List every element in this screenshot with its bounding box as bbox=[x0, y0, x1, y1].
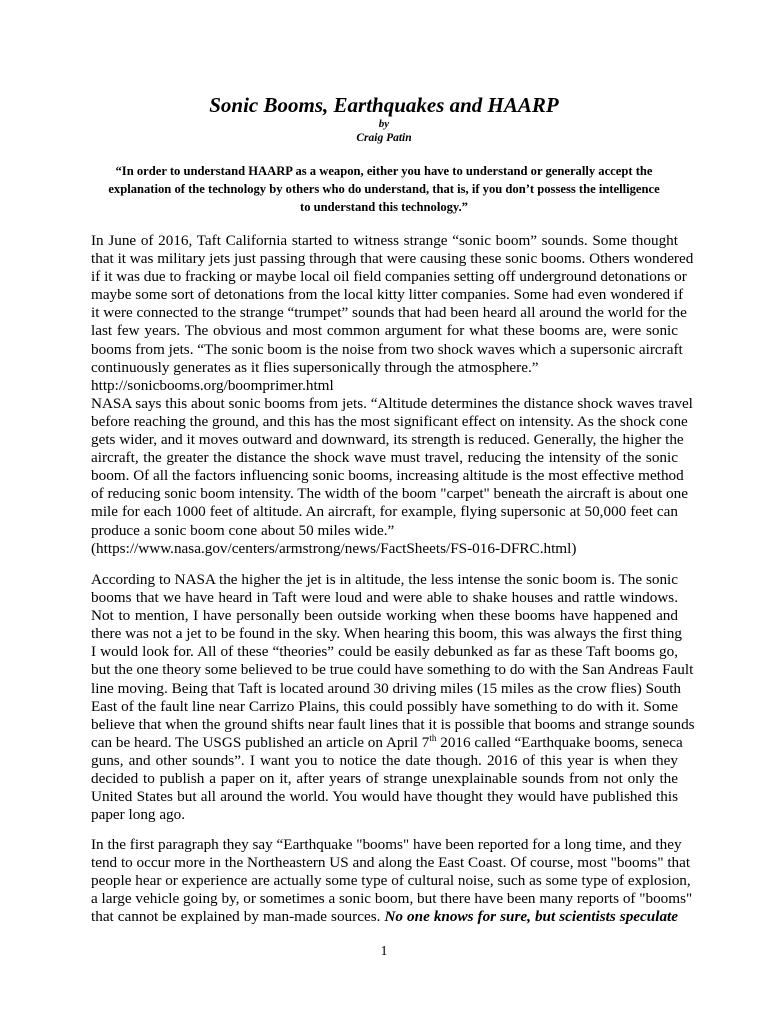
text-line: East of the fault line near Carrizo Plains, this could possibly have something to do with it. Some bbox=[91, 697, 678, 715]
text-line: In the first paragraph they say “Earthquake "booms" have been reported for a long time, and they bbox=[91, 836, 682, 853]
text-line: booms from jets. “The sonic boom is the noise from two shock waves which a supersonic aircraft bbox=[91, 340, 683, 358]
text-line: According to NASA the higher the jet is in altitude, the less intense the sonic boom is. The sonic bbox=[91, 571, 678, 588]
text-line: gets wider, and it moves outward and downward, its strength is reduced. Generally, the higher the bbox=[91, 431, 684, 449]
text-line: tend to occur more in the Northeastern US and along the East Coast. Of course, most "booms" that bbox=[91, 854, 691, 872]
text-line: before reaching the ground, and this has the most significant effect on intensity. As the shock cone bbox=[91, 412, 688, 430]
source-url-sonicbooms: http://sonicbooms.org/boomprimer.html bbox=[91, 376, 334, 394]
text-line: but the one theory some believed to be true could have something to do with the San Andreas Fault bbox=[91, 661, 694, 679]
usgs-text-after: 2016 called “Earthquake booms, seneca bbox=[436, 733, 683, 751]
text-line: continuously generates as it flies supersonically through the atmosphere.” bbox=[91, 358, 539, 376]
text-line: paper long ago. bbox=[91, 806, 186, 824]
text-line-emphasis bbox=[91, 908, 678, 926]
text-line: people hear or experience are actually some type of cultural noise, such as some type of explosion, bbox=[91, 872, 691, 890]
epigraph-quote: “In order to understand HAARP as a weapon, either you have to understand or generally accept the explanation of the technology by others who do understand, that is, if you don’t possess the intelligence to understand this technology.” bbox=[108, 164, 660, 214]
author-name: Craig Patin bbox=[356, 132, 412, 144]
byline: by bbox=[378, 118, 390, 130]
text-line: produce a sonic boom cone about 50 miles wide.” bbox=[91, 521, 395, 539]
text-line: boom. Of all the factors influencing sonic booms, increasing altitude is the most effective method bbox=[91, 467, 684, 485]
text-line: decided to publish a paper on it, after years of strange unexplainable sounds from not only the bbox=[91, 770, 678, 788]
text-line: In June of 2016, Taft California started to witness strange “sonic boom” sounds. Some thought bbox=[91, 232, 678, 249]
text-line: that it was military jets just passing through that were causing these sonic booms. Others wondered bbox=[91, 250, 694, 268]
text-line: there was not a jet to be found in the sky. When hearing this boom, this was always the first thing bbox=[91, 625, 682, 643]
text-line: Not to mention, I have personally been outside working when these booms have happened and bbox=[91, 607, 678, 625]
text-line: believe that when the ground shifts near fault lines that it is possible that booms and strange sounds bbox=[91, 715, 695, 733]
text-line: last few years. The obvious and most common argument for what these booms are, were sonic bbox=[91, 322, 678, 340]
text-line: of reducing sonic boom intensity. The width of the boom "carpet" beneath the aircraft is about one bbox=[91, 485, 688, 503]
text-line: a large vehicle going by, or sometimes a sonic boom, but there have been many reports of "booms" bbox=[91, 890, 693, 908]
source-url-nasa: (https://www.nasa.gov/centers/armstrong/news/FactSheets/FS-016-DFRC.html) bbox=[91, 539, 577, 557]
text-line: mile for each 1000 feet of altitude. An aircraft, for example, flying supersonic at 50,000 feet can bbox=[91, 503, 678, 521]
text-line: booms that we have heard in Taft were loud and were able to shake houses and rattle windows. bbox=[91, 589, 678, 607]
paragraph-sonic-booms bbox=[91, 232, 694, 558]
text-line: guns, and other sounds”. I want you to notice the date though. 2016 of this year is when they bbox=[91, 751, 678, 769]
text-line-usgs bbox=[91, 732, 683, 752]
text-line: if it was due to fracking or maybe local oil field companies setting off underground detonations or bbox=[91, 268, 687, 286]
text-line: line moving. Being that Taft is located around 30 driving miles (15 miles as the crow flies) South bbox=[91, 679, 682, 697]
document-title: Sonic Booms, Earthquakes and HAARP bbox=[209, 93, 559, 117]
usgs-text-before: can be heard. The USGS published an article on April 7 bbox=[91, 733, 430, 751]
text-line: United States but all around the world. You would have thought they would have published this bbox=[91, 788, 678, 806]
paragraph-usgs-article bbox=[91, 836, 693, 926]
plain-text: that cannot be explained by man-made sources. bbox=[91, 908, 385, 926]
text-line: aircraft, the greater the distance the shock wave must travel, reducing the intensity of the sonic bbox=[91, 449, 678, 467]
text-line: it were connected to the strange “trumpet” sounds that had been heard all around the world for the bbox=[91, 304, 687, 322]
ordinal-suffix: th bbox=[429, 732, 437, 743]
paragraph-nasa-altitude bbox=[91, 571, 695, 824]
emphasized-text: No one knows for sure, but scientists speculate bbox=[384, 908, 678, 926]
text-line: NASA says this about sonic booms from jets. “Altitude determines the distance shock waves travel bbox=[91, 394, 693, 412]
text-line: I would look for. All of these “theories” could be easily debunked as far as these Taft booms go, bbox=[91, 643, 678, 661]
text-line: maybe some sort of detonations from the local kitty litter companies. Some had even wondered if bbox=[91, 286, 684, 304]
page-number: 1 bbox=[380, 944, 388, 959]
